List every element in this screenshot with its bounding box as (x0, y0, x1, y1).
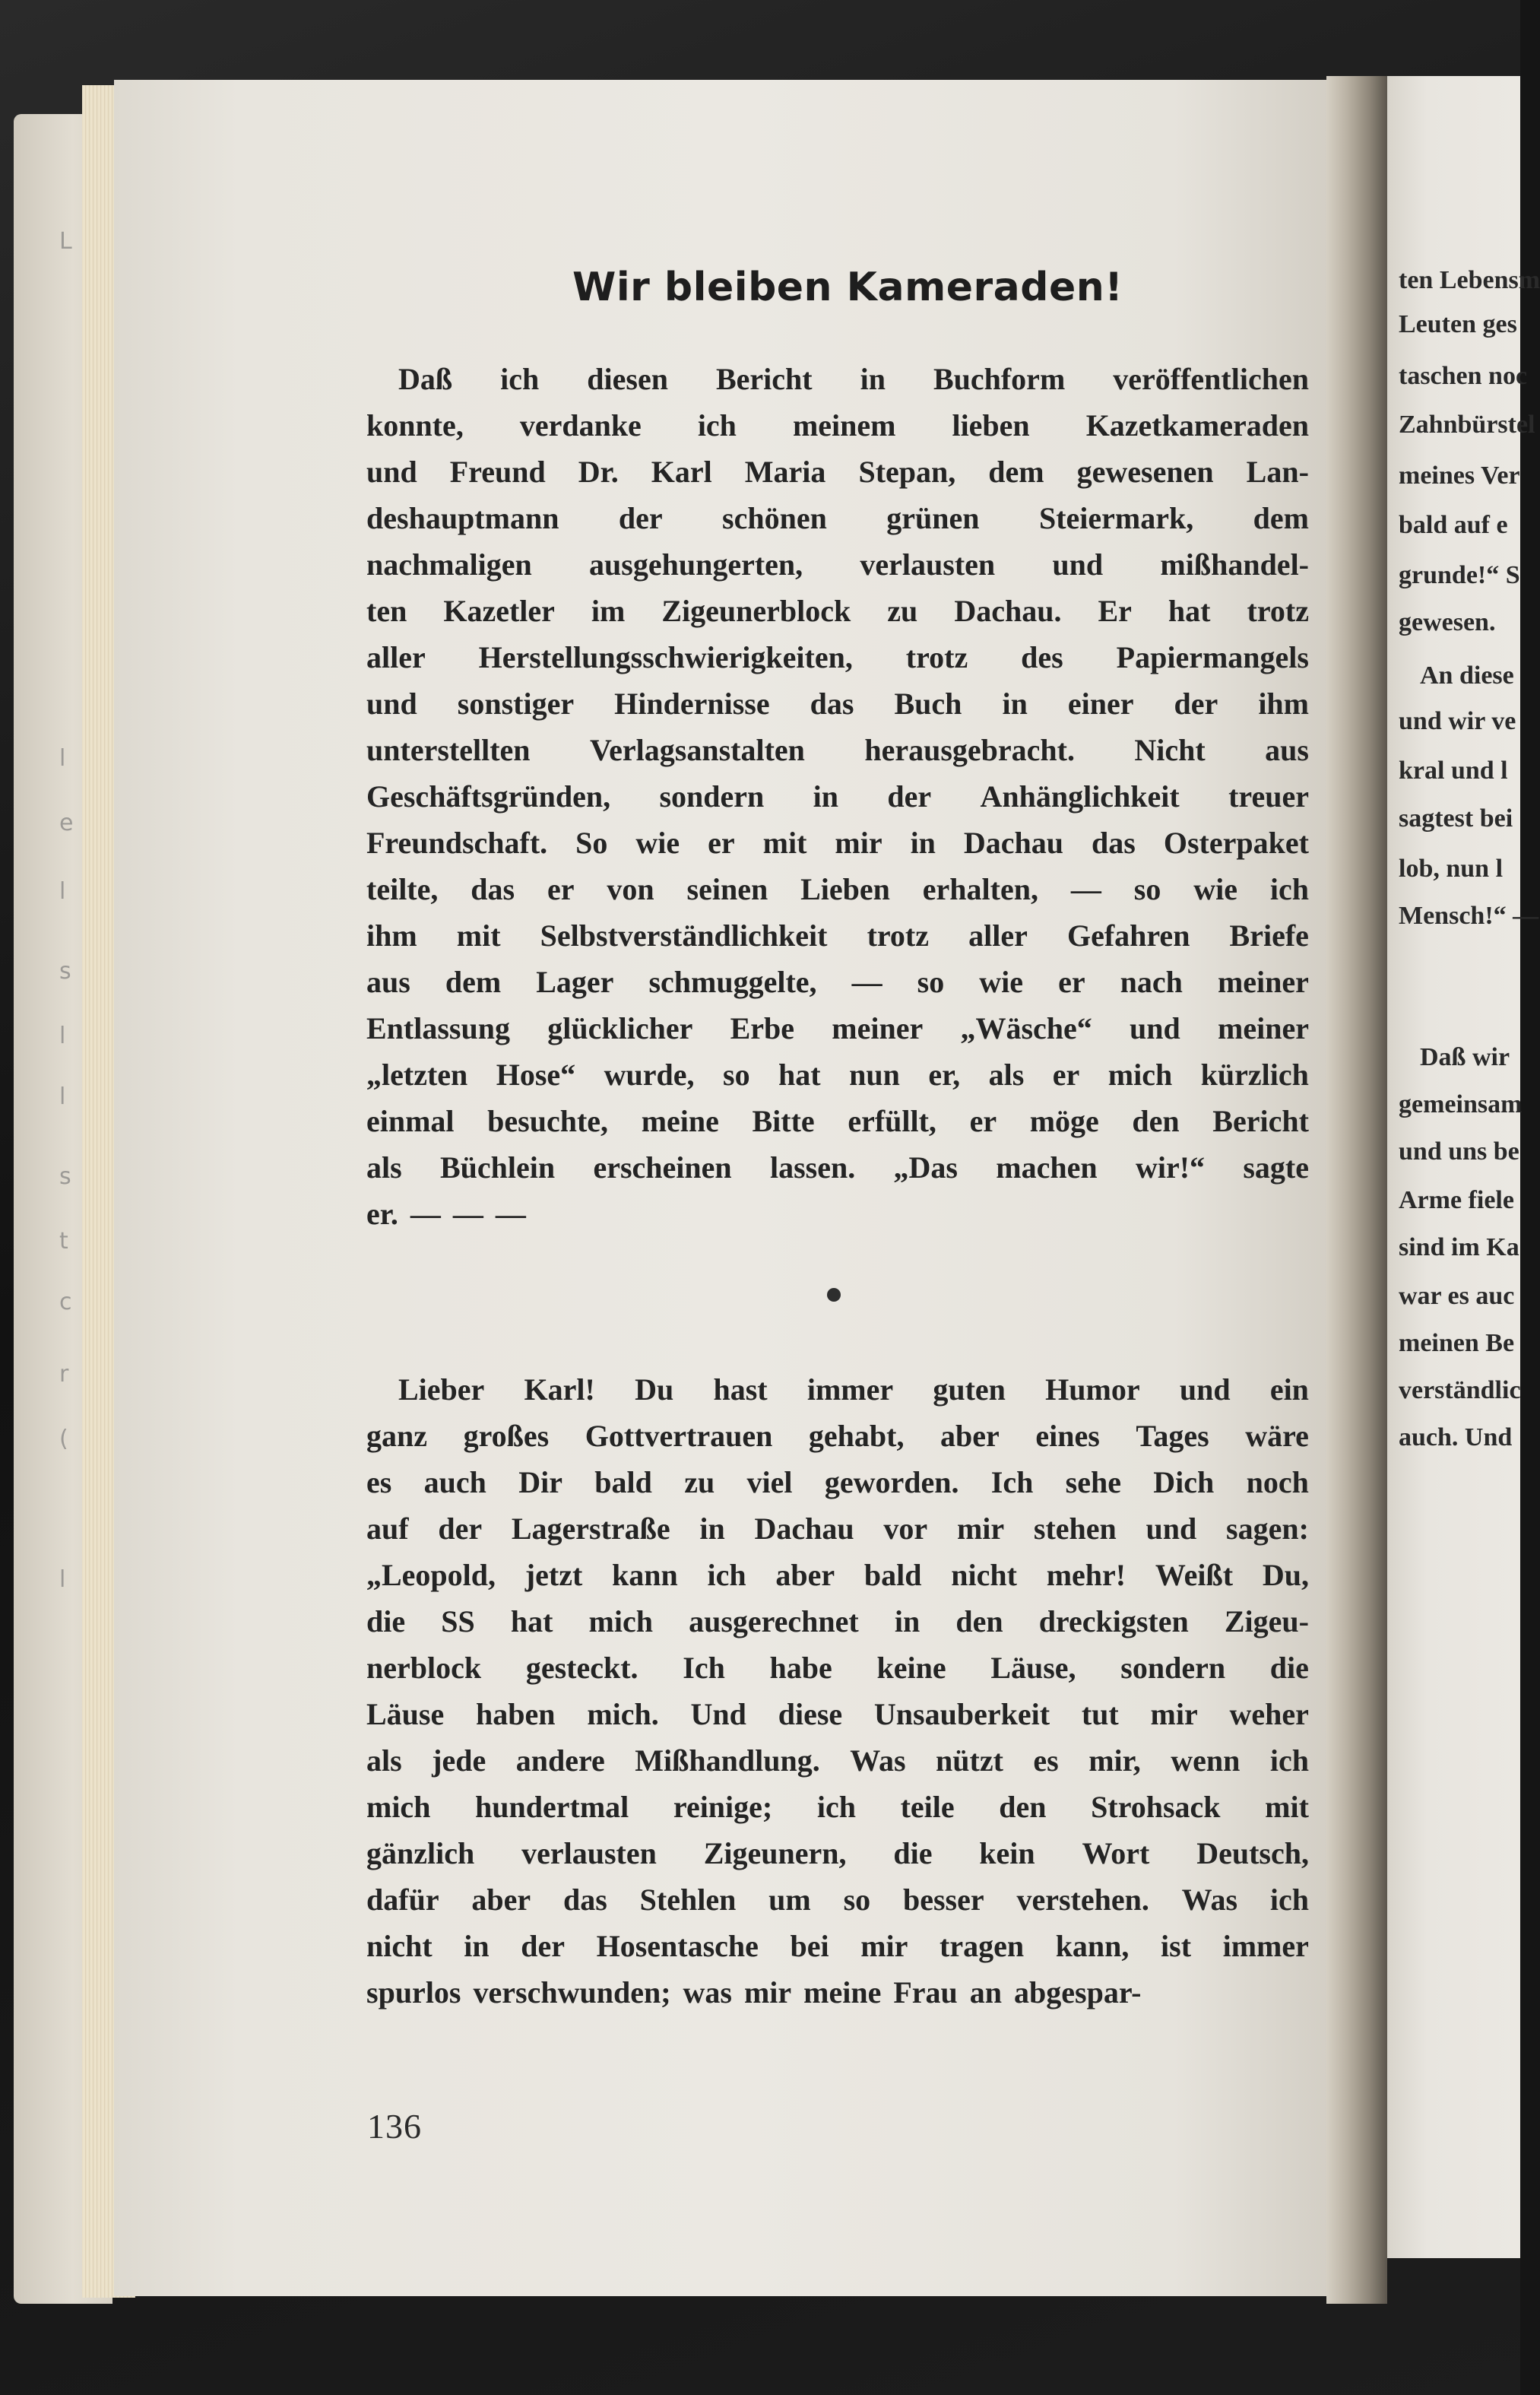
right-page-line: taschen noc (1399, 362, 1528, 390)
right-page-line: ten Lebensm (1399, 266, 1540, 294)
margin-letter: l (59, 1023, 66, 1049)
text-line: auf der Lagerstraße in Dachau vor mir stehen und sagen: (366, 1512, 1309, 1546)
right-page-line: Zahnbürstel (1399, 411, 1535, 439)
paragraph-2 (366, 1372, 1309, 2021)
right-page-line: Arme fiele (1399, 1186, 1514, 1214)
text-line: nerblock gesteckt. Ich habe keine Läuse, sondern die (366, 1651, 1309, 1685)
text-line: Lieber Karl! Du hast immer guten Humor und ein (398, 1372, 1309, 1407)
text-line: Läuse haben mich. Und diese Unsauberkeit tut mir weher (366, 1697, 1309, 1731)
margin-letter: l (59, 878, 66, 905)
text-line: aus dem Lager schmuggelte, — so wie er nach meiner (366, 965, 1309, 999)
right-page-line: verständlic (1399, 1376, 1521, 1404)
text-line: es auch Dir bald zu viel geworden. Ich sehe Dich noch (366, 1465, 1309, 1499)
text-line: deshauptmann der schönen grünen Steiermark, dem (366, 501, 1309, 535)
text-line: und sonstiger Hindernisse das Buch in einer der ihm (366, 687, 1309, 721)
margin-letter: l (59, 745, 66, 772)
book-gutter (1326, 76, 1387, 2304)
margin-letter: ( (59, 1426, 68, 1452)
text-line: konnte, verdanke ich meinem lieben Kazetkameraden (366, 408, 1309, 443)
margin-letter: r (59, 1361, 69, 1388)
right-page-text (1399, 251, 1540, 1543)
right-page-line: lob, nun l (1399, 855, 1504, 883)
section-break (366, 1242, 1309, 1372)
right-page-line: und wir ve (1399, 707, 1516, 735)
paragraph-1 (366, 361, 1309, 1242)
right-page-line: gewesen. (1399, 608, 1496, 636)
text-line: als Büchlein erscheinen lassen. „Das machen wir!“ sagte (366, 1150, 1309, 1185)
right-page-line: Daß wir (1420, 1043, 1510, 1071)
text-line: ten Kazetler im Zigeunerblock zu Dachau. Er hat trotz (366, 594, 1309, 628)
right-page-line: gemeinsam (1399, 1090, 1523, 1118)
text-line: „Leopold, jetzt kann ich aber bald nicht mehr! Weißt Du, (366, 1558, 1309, 1592)
body-text (366, 361, 1309, 2021)
right-page-line: sind im Ka (1399, 1233, 1519, 1261)
right-page-line: und uns be (1399, 1137, 1519, 1166)
text-line: nicht in der Hosentasche bei mir tragen kann, ist immer (366, 1929, 1309, 1963)
right-page-line: auch. Und (1399, 1423, 1513, 1451)
right-page-line: An diese (1420, 661, 1514, 690)
text-line: die SS hat mich ausgerechnet in den dreckigsten Zigeu- (366, 1604, 1309, 1638)
margin-letter: s (59, 958, 71, 985)
text-line: ganz großes Gottvertrauen gehabt, aber eines Tages wäre (366, 1419, 1309, 1453)
text-line: Geschäftsgründen, sondern in der Anhänglichkeit treuer (366, 779, 1309, 814)
margin-letter: e (59, 810, 74, 836)
separator-dot (827, 1288, 841, 1302)
text-line: ihm mit Selbstverständlichkeit trotz aller Gefahren Briefe (366, 918, 1309, 953)
text-line: als jede andere Mißhandlung. Was nützt es mir, wenn ich (366, 1743, 1309, 1778)
right-page-line: sagtest bei (1399, 804, 1513, 833)
margin-letter: l (59, 1083, 66, 1110)
right-page-line: grunde!“ S (1399, 561, 1520, 589)
text-line: mich hundertmal reinige; ich teile den Strohsack mit (366, 1790, 1309, 1824)
text-line: Freundschaft. So wie er mit mir in Dachau das Osterpaket (366, 826, 1309, 860)
right-page-line: war es auc (1399, 1282, 1515, 1310)
text-line: Daß ich diesen Bericht in Buchform veröffentlichen (398, 362, 1309, 396)
text-line: einmal besuchte, meine Bitte erfüllt, er möge den Bericht (366, 1104, 1309, 1138)
right-page-line: Leuten ges (1399, 310, 1517, 338)
page-number: 136 (367, 2107, 422, 2146)
text-line: Entlassung glücklicher Erbe meiner „Wäsche“ und meiner (366, 1011, 1309, 1045)
margin-letter: l (59, 1566, 66, 1593)
right-page-line: meines Ver (1399, 462, 1520, 490)
right-page-line: kral und l (1399, 757, 1508, 785)
margin-letter: c (59, 1289, 72, 1315)
text-line: er. — — — (366, 1197, 526, 1231)
text-line: teilte, das er von seinen Lieben erhalten, — so wie ich (366, 872, 1309, 906)
text-line: aller Herstellungsschwierigkeiten, trotz des Papiermangels (366, 640, 1309, 674)
margin-letter: L (59, 228, 72, 255)
right-page-line: Mensch!“ — (1399, 902, 1539, 930)
text-line: „letzten Hose“ wurde, so hat nun er, als er mich kürzlich (366, 1058, 1309, 1092)
margin-letter: s (59, 1163, 71, 1190)
chapter-title: Wir bleiben Kameraden! (572, 265, 1123, 310)
right-page-line: bald auf e (1399, 511, 1508, 539)
text-line: dafür aber das Stehlen um so besser verstehen. Was ich (366, 1883, 1309, 1917)
text-line: und Freund Dr. Karl Maria Stepan, dem gewesenen Lan- (366, 455, 1309, 489)
text-line: gänzlich verlausten Zigeunern, die kein Wort Deutsch, (366, 1836, 1309, 1870)
text-line: unterstellten Verlagsanstalten herausgebracht. Nicht aus (366, 733, 1309, 767)
margin-letter: t (59, 1228, 68, 1255)
text-line: spurlos verschwunden; was mir meine Frau an abgespar- (366, 1975, 1142, 2010)
right-page-line: meinen Be (1399, 1329, 1515, 1357)
text-line: nachmaligen ausgehungerten, verlausten und mißhandel- (366, 547, 1309, 582)
